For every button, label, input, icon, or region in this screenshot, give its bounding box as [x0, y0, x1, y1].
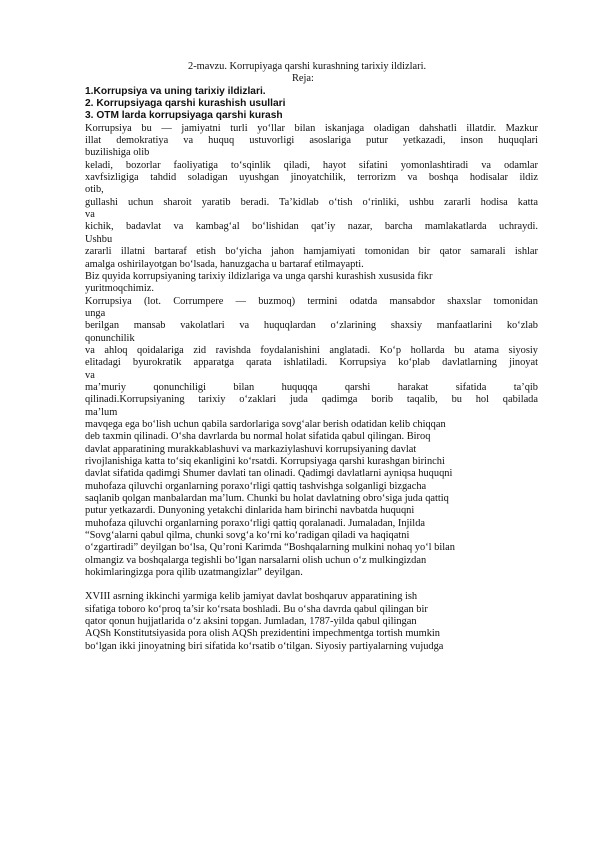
text-line: ma’muriy qonunchiligi bilan huquqqa qarshi harakat sifatida ta’qib [85, 381, 538, 393]
document-title: 2-mavzu. Korrupiyaga qarshi kurashning tarixiy ildizlari. [188, 61, 427, 72]
plan-item: 3. OTM larda korrupsiyaga qarshi kurash [85, 110, 283, 122]
text-line: davlat sifatida qadimgi Shumer davlati tan olinadi. Qadimgi davlatlarni ayniqsa huquqni [85, 468, 453, 480]
text-line: Korrupsiya (lot. Corrumpere — buzmoq) termini odatda mansabdor shaxslar tomonidan [85, 295, 538, 307]
text-line: illat demokratiya va huquq ustuvorligi asoslariga putur yetkazadi, inson huquqlari [85, 135, 538, 147]
text-line: va [85, 369, 95, 381]
text-line: berilgan mansab vakolatlari va huquqlardan o‘zlarining shaxsiy manfaatlarini ko‘zlab [85, 320, 538, 332]
text-line: putur yetkazardi. Dunyoning yetakchi dinlarida ham birinchi navbatda huquqni [85, 505, 415, 517]
text-line: mavqega ega bo‘lish uchun qabila sardorlariga sovg‘alar berish odatidan kelib chiqqan [85, 418, 446, 430]
text-line: rivojlanishiga katta to‘siq ekanligini ko‘rsatdi. Korrupsiyaga qarshi kurashgan birinchi [85, 456, 445, 467]
text-line: qator qonun hujjatlarida o‘z aksini topgan. Jumladan, 1787-yilda qabul qilingan [85, 616, 417, 628]
text-line: unga [85, 307, 106, 319]
text-line: hokimlaringizga pora qilib uzatmangizlar” deyilgan. [85, 567, 303, 579]
text-line: yuritmoqchimiz. [85, 283, 154, 295]
plan-item: 2. Korrupsiyaga qarshi kurashish usullari [85, 98, 286, 110]
text-line: saqlanib qolgan manbalardan ma’lum. Chunki bu holat davlatning obro‘siga juda qattiq [85, 493, 449, 505]
text-line: deb taxmin qilinadi. O‘sha davrlarda bu normal holat sifatida qabul qilingan. Biroq [85, 431, 431, 443]
text-line: va [85, 209, 95, 221]
text-line: keladi, bozorlar faoliyatiga to‘sqinlik qiladi, hayot sifatini yomonlashtiradi va odamlar [85, 159, 538, 171]
plan-heading: Reja: [292, 73, 314, 85]
text-line: Ushbu [85, 233, 113, 245]
body-text [85, 123, 538, 653]
text-line: olmangiz va boshqalarga tegishli bo‘lgan narsalarni olish uchun o‘z mulkingizdan [85, 554, 427, 566]
text-line: davlat apparatining murakkablashuvi va markaziylashuvi korrupsiyaning davlat [85, 443, 417, 455]
text-line: “Sovg‘alarni qabul qilma, chunki sovg‘a ko‘rni ko‘radigan qiladi va haqiqatni [85, 530, 410, 542]
text-line: zararli illatni bartaraf etish bo‘yicha jahon hamjamiyati tomonidan bir qator samarali ishlar [85, 246, 538, 258]
document-body [85, 61, 538, 653]
text-line: gullashi uchun sharoit yaratib beradi. Ta’kidlab o‘tish o‘rinliki, ushbu zararli hodisa katta [85, 196, 538, 208]
text-line: AQSh Konstitutsiyasida pora olish AQSh prezidentini impechmentga tortish mumkin [85, 628, 440, 640]
text-line: ma’lum [85, 406, 118, 418]
text-line: Biz quyida korrupsiyaning tarixiy ildizlariga va unga qarshi kurashish xususida fikr [85, 270, 433, 282]
text-line: qonunchilik [85, 332, 135, 344]
plan-item: 1.Korrupsiya va uning tarixiy ildizlari. [85, 85, 266, 97]
text-line: elitadagi byurokratik apparatga qarata ishlatiladi. Korrupsiya ko‘plab davlatlarning jinoyat [85, 357, 538, 369]
text-line: qilinadi.Korrupsiyaning tarixiy o‘zaklari juda qadimga borib taqalib, bu hol qabilada [85, 394, 538, 406]
text-line: muhofaza qiluvchi organlarning poraxo‘rligi qattiq tashvishga solganligi bizgacha [85, 480, 427, 492]
text-line: bo‘lgan ikki jinoyatning biri sifatida ko‘rsatib o‘tilgan. Siyosiy partiyalarning vujudga [85, 640, 444, 652]
text-line: va ahloq qoidalariga zid ravishda foydalanishini anglatadi. Ko‘p hollarda bu atama siyosiy [85, 344, 538, 356]
paragraph-gap [85, 579, 538, 591]
text-line: sifatiga toboro ko‘proq ta’sir ko‘rsata boshladi. Bu o‘sha davrda qabul qilingan bir [85, 603, 428, 615]
text-line: o‘zgartiradi” deyilgan bo‘lsa, Qu’roni Karimda “Boshqalarning mulkini nohaq yo‘l bilan [85, 542, 455, 554]
text-line: muhofaza qiluvchi organlarning poraxo‘rligi qattiq qoralanadi. Jumaladan, Injilda [85, 517, 425, 529]
text-line: buzilishiga olib [85, 147, 150, 159]
text-line: amalga oshirilayotgan bo‘lsada, hanuzgacha u bartaraf etilmayapti. [85, 258, 364, 270]
text-line: kichik, badavlat va kambag‘al bo‘lishidan qat’iy nazar, barcha mamlakatlarda uchraydi. [85, 221, 538, 233]
text-line: Korrupsiya bu — jamiyatni turli yo‘llar bilan iskanjaga oladigan dahshatli illatdir. Mazkur [85, 122, 538, 134]
text-line: xavfsizligiga tahdid soladigan uyushgan jinoyatchilik, terrorizm va boshqa hodisalar ildiz [85, 172, 538, 184]
text-line: XVIII asrning ikkinchi yarmiga kelib jamiyat davlat boshqaruv apparatining ish [85, 591, 418, 603]
text-line: otib, [85, 184, 104, 196]
